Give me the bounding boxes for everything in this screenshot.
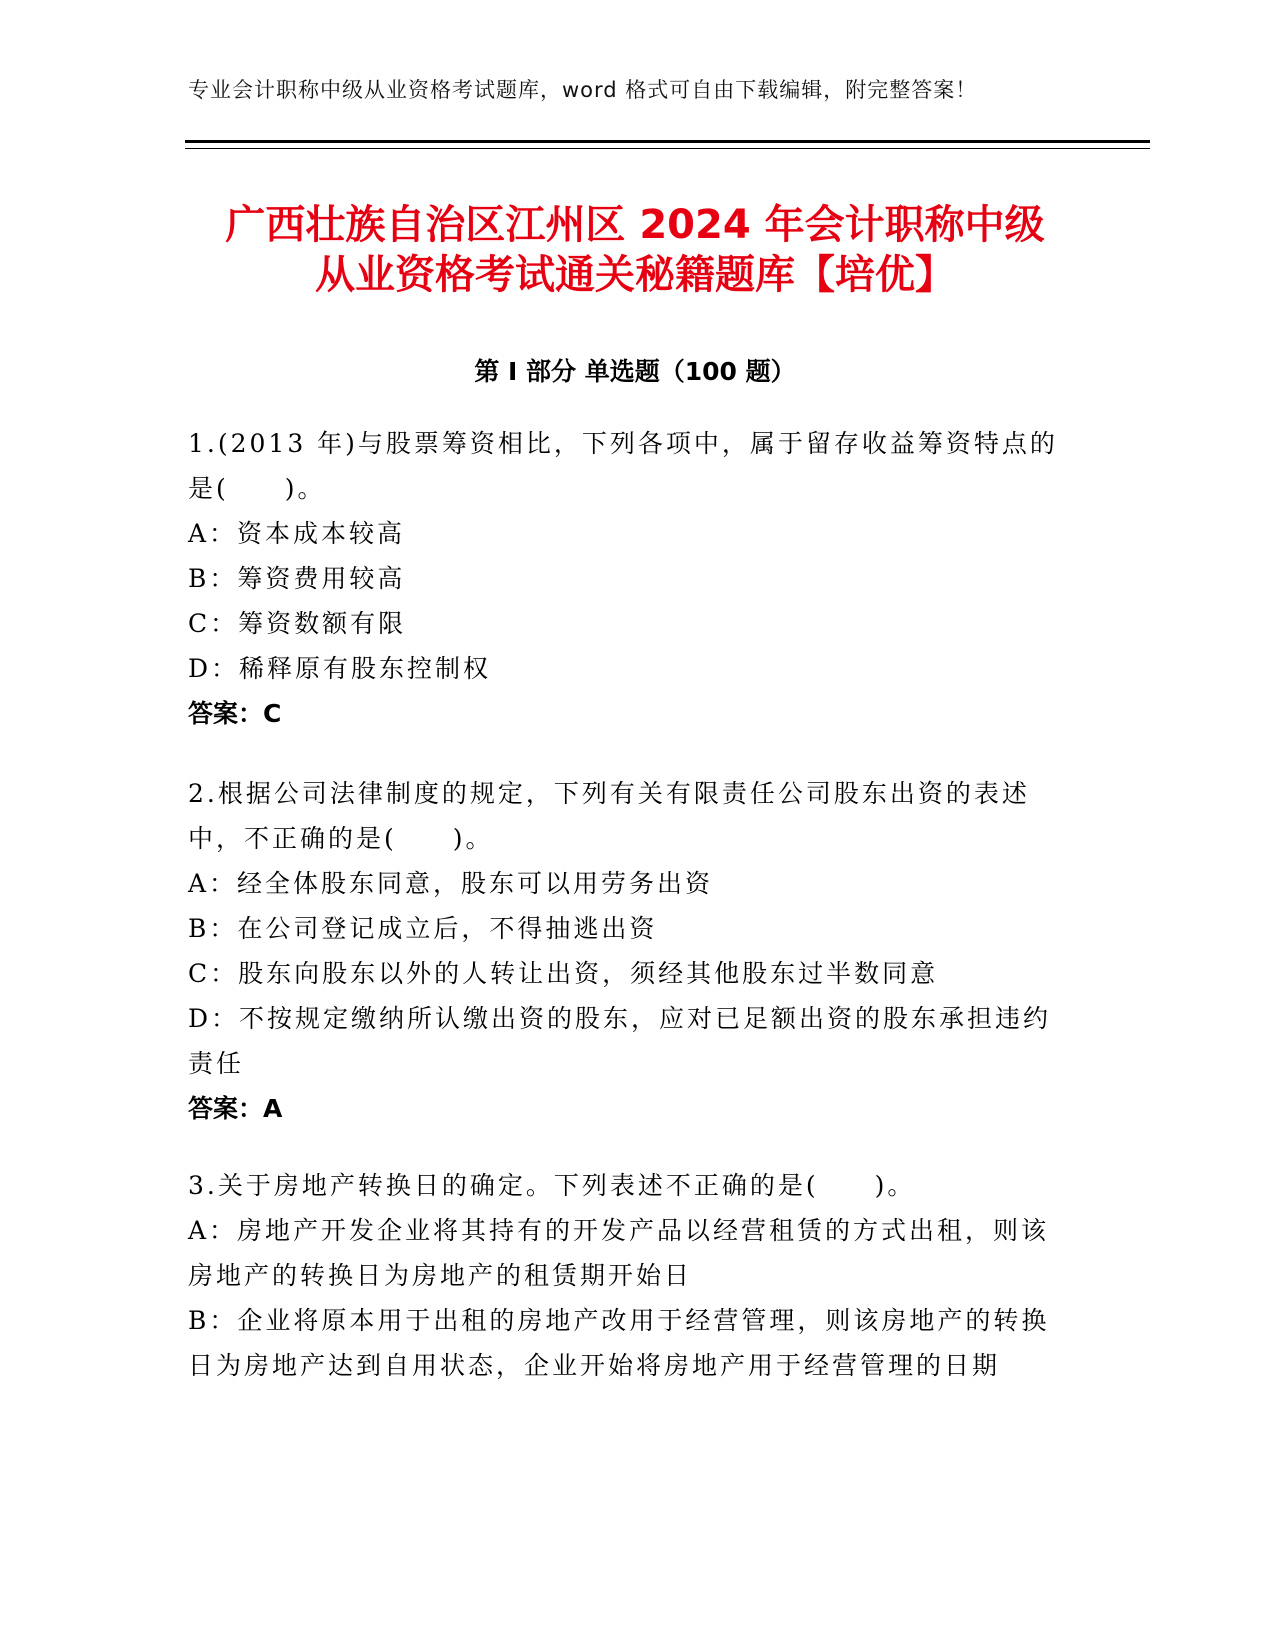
option-b: B：企业将原本用于出租的房地产改用于经营管理，则该房地产的转换日为房地产达到自用状态，企业开始将房地产用于经营管理的日期: [188, 1306, 1050, 1380]
question-text: 2.根据公司法律制度的规定，下列有关有限责任公司股东出资的表述中，不正确的是( )。: [188, 779, 1030, 853]
option-a: A：经全体股东同意，股东可以用劳务出资: [188, 869, 714, 898]
option-b: B：筹资费用较高: [188, 564, 406, 593]
question-text: 1.(2013 年)与股票筹资相比，下列各项中，属于留存收益筹资特点的是( )。: [188, 429, 1058, 503]
header-rule-thick: [185, 140, 1150, 143]
answer: 答案：C: [188, 699, 282, 728]
question-1: [188, 421, 1068, 736]
section-heading: 第 I 部分 单选题（100 题）: [474, 357, 796, 386]
option-d: D：稀释原有股东控制权: [188, 654, 492, 683]
option-c: C：筹资数额有限: [188, 609, 407, 638]
option-b: B：在公司登记成立后，不得抽逃出资: [188, 914, 658, 943]
document-title-line-2: 从业资格考试通关秘籍题库【培优】: [315, 252, 955, 298]
header-rule-thin: [185, 148, 1150, 149]
option-d: D：不按规定缴纳所认缴出资的股东，应对已足额出资的股东承担违约责任: [188, 1004, 1052, 1078]
option-c: C：股东向股东以外的人转让出资，须经其他股东过半数同意: [188, 959, 939, 988]
option-a: A：资本成本较高: [188, 519, 406, 548]
question-2: [188, 771, 1068, 1131]
document-title-line-1: 广西壮族自治区江州区 2024 年会计职称中级: [225, 202, 1045, 248]
document-title: [185, 200, 1085, 300]
question-3: [188, 1163, 1068, 1388]
answer: 答案：A: [188, 1094, 283, 1123]
header-note: 专业会计职称中级从业资格考试题库，word 格式可自由下载编辑，附完整答案！: [188, 78, 978, 102]
question-text: 3.关于房地产转换日的确定。下列表述不正确的是( )。: [188, 1171, 916, 1200]
option-a: A：房地产开发企业将其持有的开发产品以经营租赁的方式出租，则该房地产的转换日为房地产的租赁期开始日: [188, 1216, 1050, 1290]
